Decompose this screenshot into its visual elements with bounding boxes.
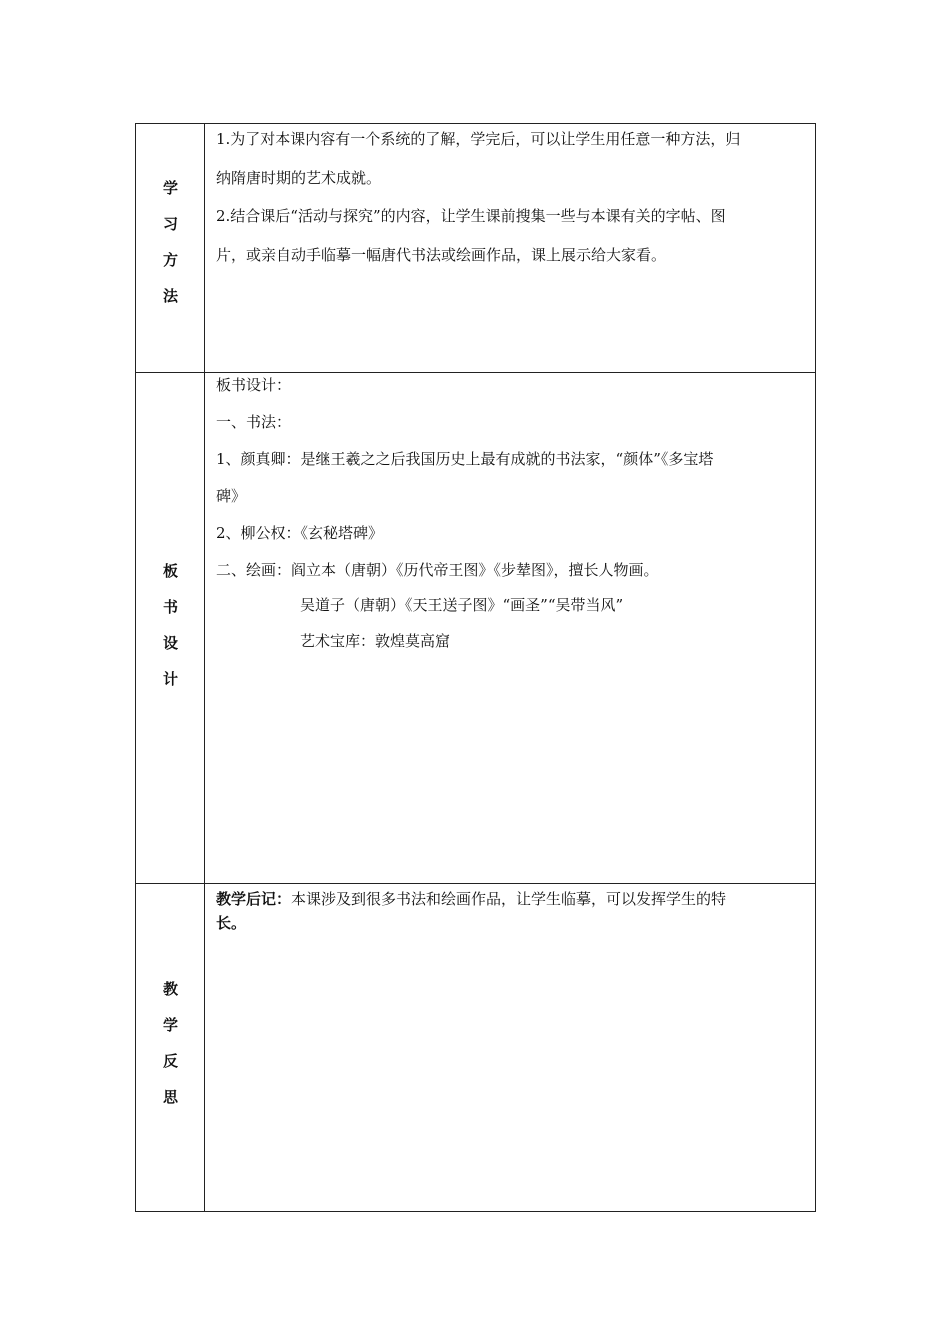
- board-design-row: [136, 372, 815, 883]
- reflection-heading: 教学后记：: [216, 890, 292, 908]
- label-char: 反: [162, 1052, 178, 1070]
- board-line: 碑》: [216, 487, 247, 505]
- reflection-line: [216, 888, 726, 909]
- label-char: 方: [162, 251, 178, 269]
- label-char: 计: [162, 670, 178, 688]
- teaching-reflection-row: [136, 883, 815, 1211]
- lesson-table: [135, 123, 816, 1212]
- study-method-label: [136, 170, 205, 314]
- board-design-label-cell: [136, 373, 205, 883]
- board-line: 1、颜真卿：是继王羲之之后我国历史上最有成就的书法家，“颜体”《多宝塔: [216, 450, 714, 468]
- board-line: 艺术宝库：敦煌莫高窟: [300, 632, 451, 650]
- label-char: 思: [162, 1088, 178, 1106]
- study-method-label-cell: [136, 124, 205, 372]
- method-line: 纳隋唐时期的艺术成就。: [216, 169, 382, 187]
- reflection-tail: 长。: [216, 914, 247, 932]
- label-char: 法: [162, 287, 178, 305]
- label-char: 学: [162, 179, 178, 197]
- board-design-label: [136, 553, 205, 697]
- label-char: 书: [162, 598, 178, 616]
- study-method-row: [136, 124, 815, 372]
- board-line: 板书设计：: [216, 376, 292, 394]
- label-char: 习: [162, 215, 178, 233]
- reflection-text: 本课涉及到很多书法和绘画作品，让学生临摹，可以发挥学生的特: [291, 890, 727, 908]
- method-line: 2.结合课后“活动与探究”的内容，让学生课前搜集一些与本课有关的字帖、图: [216, 207, 726, 225]
- board-line: 2、柳公权：《玄秘塔碑》: [216, 524, 384, 542]
- teaching-reflection-label-cell: [136, 884, 205, 1211]
- method-line: 片，或亲自动手临摹一幅唐代书法或绘画作品，课上展示给大家看。: [216, 246, 667, 264]
- teaching-reflection-label: [136, 971, 205, 1115]
- label-char: 学: [162, 1016, 178, 1034]
- board-line: 一、书法：: [216, 413, 292, 431]
- label-char: 设: [162, 634, 178, 652]
- label-char: 教: [162, 980, 178, 998]
- board-line: 吴道子（唐朝）《天王送子图》“画圣”“吴带当风”: [300, 596, 624, 614]
- label-char: 板: [162, 562, 178, 580]
- board-line: 二、绘画：阎立本（唐朝）《历代帝王图》《步辇图》，擅长人物画。: [216, 561, 659, 579]
- method-line: 1.为了对本课内容有一个系统的了解，学完后，可以让学生用任意一种方法，归: [216, 130, 741, 148]
